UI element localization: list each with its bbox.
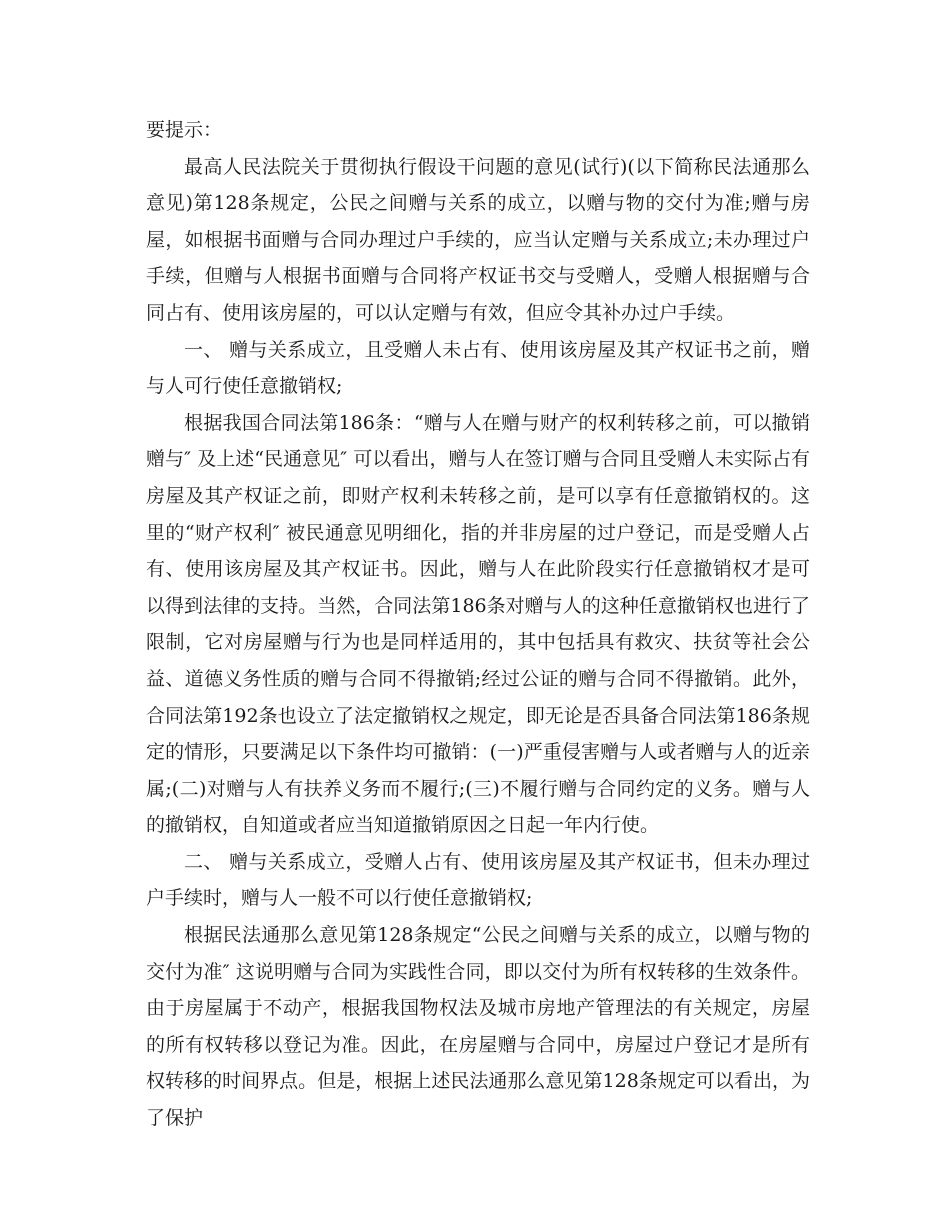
document-body [146,112,810,1137]
paragraph-section-two: 二、 赠与关系成立，受赠人占有、使用该房屋及其产权证书，但未办理过户手续时，赠与人一般不可以行使任意撤销权; [146,850,810,910]
paragraph-intro: 最高人民法院关于贯彻执行假设干问题的意见(试行)(以下简称民法通那么意见)第128条规定，公民之间赠与关系的成立，以赠与物的交付为准;赠与房屋，如根据书面赠与合同办理过户手续的，应当认定赠与关系成立;未办理过户手续，但赠与人根据书面赠与合同将产权证书交与受赠人，受赠人根据赠与合同占有、使用该房屋的，可以认定赠与有效，但应令其补办过户手续。 [146,155,810,324]
paragraph-section-two-detail: 根据民法通那么意见第128条规定“公民之间赠与关系的成立，以赠与物的交付为准″ 这说明赠与合同为实践性合同，即以交付为所有权转移的生效条件。由于房屋属于不动产，根据我国物权法及城市房地产管理法的有关规定，房屋的所有权转移以登记为准。因此，在房屋赠与合同中，房屋过户登记才是所有权转移的时间界点。但是，根据上述民法通那么意见第128条规定可以看出，为了保护 [146,924,810,1130]
heading-note: 要提示： [146,119,223,141]
paragraph-section-one-detail: 根据我国合同法第186条：“赠与人在赠与财产的权利转移之前，可以撤销赠与″ 及上述“民通意见″ 可以看出，赠与人在签订赠与合同且受赠人未实际占有房屋及其产权证之前，即财产权利未转移之前，是可以享有任意撤销权的。这里的“财产权利″ 被民通意见明细化，指的并非房屋的过户登记，而是受赠人占有、使用该房屋及其产权证书。因此，赠与人在此阶段实行任意撤销权才是可以得到法律的支持。当然，合同法第186条对赠与人的这种任意撤销权也进行了限制，它对房屋赠与行为也是同样适用的，其中包括具有救灾、扶贫等社会公益、道德义务性质的赠与合同不得撤销;经过公证的赠与合同不得撤销。此外，合同法第192条也设立了法定撤销权之规定，即无论是否具备合同法第186条规定的情形，只要满足以下条件均可撤销：(一)严重侵害赠与人或者赠与人的近亲属;(二)对赠与人有扶养义务而不履行;(三)不履行赠与合同约定的义务。赠与人的撤销权，自知道或者应当知道撤销原因之日起一年内行使。 [146,411,810,837]
paragraph-section-one: 一、 赠与关系成立，且受赠人未占有、使用该房屋及其产权证书之前，赠与人可行使任意撤销权; [146,338,810,398]
